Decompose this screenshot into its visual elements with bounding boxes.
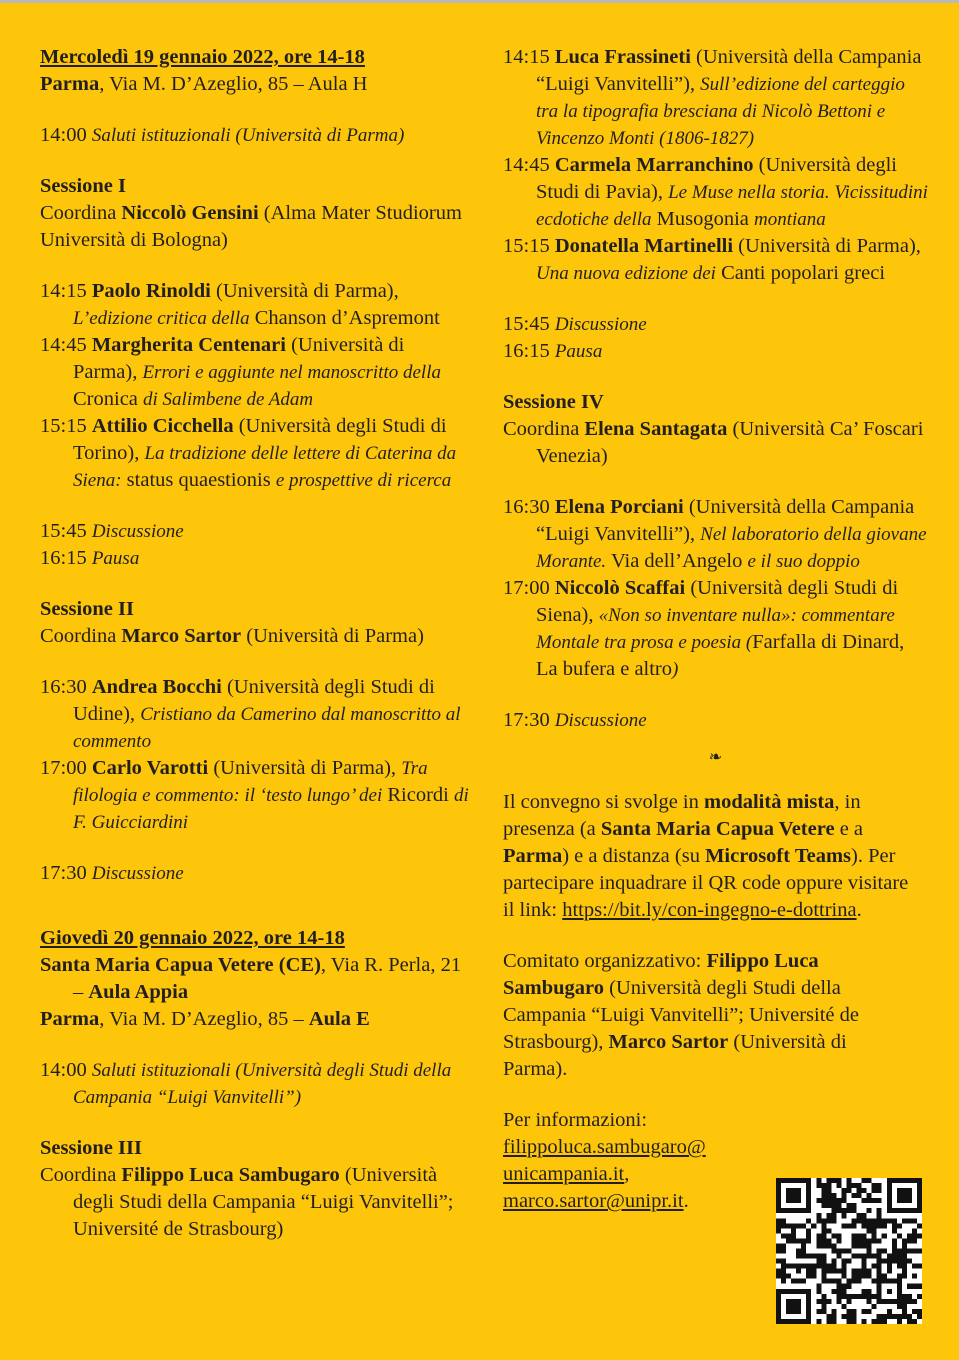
info-paragraph: Il convegno si svolge in modalità mista, in presenza (a Santa Maria Capua Vetere e a Parma) e a distanza (su Microsoft Teams). Per partecipare inquadrare il QR code oppure visitare il link: https://bit.ly/con-ingegno-e-dottrina. — [503, 791, 909, 921]
s3-discussion: 15:45 Discussione — [503, 313, 647, 335]
session-2-chair: Coordina Marco Sartor (Università di Parma) — [40, 625, 424, 647]
committee-paragraph: Comitato organizzativo: Filippo Luca Sambugaro (Università degli Studi della Campania “Luigi Vanvitelli”; Université de Strasbourg), Marco Sartor (Università di Parma). — [503, 950, 859, 1080]
day2-welcome: 14:00 Saluti istituzionali (Università degli Studi della Campania “Luigi Vanvitelli”) — [40, 1059, 452, 1108]
talk-s4-1: 16:30 Elena Porciani (Università della Campania “Luigi Vanvitelli”), Nel laboratorio della giovane Morante. Via dell’Angelo e il suo doppio — [503, 496, 927, 572]
talk-s1-2: 14:45 Margherita Centenari (Università di Parma), Errori e aggiunte nel manoscritto della Cronica di Salimbene de Adam — [40, 334, 441, 410]
s1-discussion: 15:45 Discussione — [40, 520, 184, 542]
s4-discussion: 17:30 Discussione — [503, 709, 647, 731]
session-3-title: Sessione III — [40, 1137, 142, 1159]
day1-place: Parma, Via M. D’Azeglio, 85 – Aula H — [40, 73, 368, 95]
talk-s3-2: 14:45 Carmela Marranchino (Università degli Studi di Pavia), Le Muse nella storia. Vicissitudini ecdotiche della Musogonia montiana — [503, 154, 928, 230]
session-3-chair: Coordina Filippo Luca Sambugaro (Università degli Studi della Campania “Luigi Vanvitelli”; Université de Strasbourg) — [40, 1164, 454, 1240]
email-link-1[interactable]: filippoluca.sambugaro@unicampania.it — [503, 1136, 706, 1185]
s1-pause: 16:15 Pausa — [40, 547, 140, 569]
talk-s2-1: 16:30 Andrea Bocchi (Università degli Studi di Udine), Cristiano da Camerino dal manoscritto al commento — [40, 676, 461, 752]
top-border — [0, 0, 959, 3]
day1-date: Mercoledì 19 gennaio 2022, ore 14-18 — [40, 46, 365, 68]
session-4-chair: Coordina Elena Santagata (Università Ca’ Foscari Venezia) — [503, 418, 924, 467]
qr-code-icon[interactable] — [776, 1178, 922, 1324]
email-link-2[interactable]: marco.sartor@unipr.it — [503, 1190, 684, 1212]
contact-label: Per informazioni: — [503, 1109, 648, 1131]
session-1-chair: Coordina Niccolò Gensini (Alma Mater Studiorum Università di Bologna) — [40, 202, 462, 251]
s2-discussion: 17:30 Discussione — [40, 862, 184, 884]
talk-s2-2: 17:00 Carlo Varotti (Università di Parma), Tra filologia e commento: il ‘testo lungo’ dei Ricordi di F. Guicciardini — [40, 757, 469, 833]
contact-emails: filippoluca.sambugaro@unicampania.it, marco.sartor@unipr.it. — [503, 1136, 706, 1212]
session-1-title: Sessione I — [40, 175, 127, 197]
day1-welcome: 14:00 Saluti istituzionali (Università di Parma) — [40, 124, 405, 146]
day2-place-2: Parma, Via M. D’Azeglio, 85 – Aula E — [40, 1008, 370, 1030]
conference-link[interactable]: https://bit.ly/con-ingegno-e-dottrina — [562, 899, 857, 921]
talk-s1-3: 15:15 Attilio Cicchella (Università degli Studi di Torino), La tradizione delle lettere di Caterina da Siena: status quaestionis e prospettive di ricerca — [40, 415, 457, 491]
talk-s3-3: 15:15 Donatella Martinelli (Università di Parma), Una nuova edizione dei Canti popolari greci — [503, 235, 921, 284]
day2-place-1: Santa Maria Capua Vetere (CE), Via R. Perla, 21 – Aula Appia — [40, 954, 462, 1003]
session-4-title: Sessione IV — [503, 391, 604, 413]
left-column — [40, 44, 470, 1243]
right-column — [503, 44, 928, 1215]
session-2-title: Sessione II — [40, 598, 134, 620]
talk-s1-1: 14:15 Paolo Rinoldi (Università di Parma), L’edizione critica della Chanson d’Aspremont — [40, 280, 440, 329]
talk-s3-1: 14:15 Luca Frassineti (Università della Campania “Luigi Vanvitelli”), Sull’edizione del carteggio tra la tipografia bresciana di Nicolò Bettoni e Vincenzo Monti (1806-1827) — [503, 46, 922, 149]
s3-pause: 16:15 Pausa — [503, 340, 603, 362]
talk-s4-2: 17:00 Niccolò Scaffai (Università degli Studi di Siena), «Non so inventare nulla»: commentare Montale tra prosa e poesia (Farfalla di Dinard, La bufera e altro) — [503, 577, 905, 680]
day2-date: Giovedì 20 gennaio 2022, ore 14-18 — [40, 927, 345, 949]
fleuron-ornament: ❧ — [708, 749, 723, 766]
